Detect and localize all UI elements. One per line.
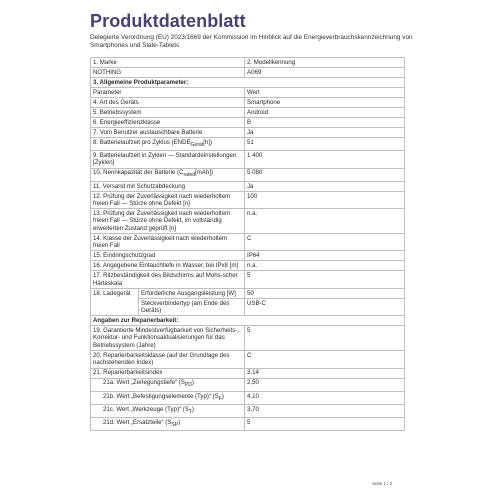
table-row (91, 391, 405, 404)
table-row (91, 251, 405, 261)
label-cell: 6. Energieeffizienzklasse (91, 118, 245, 128)
table-row (91, 298, 405, 315)
value-cell: 4,10 (245, 391, 405, 404)
sub-label-cell: Erforderliche Ausgangsleistung [W] (139, 288, 245, 298)
table-row (91, 108, 405, 118)
label-cell: 1. Marke (91, 58, 245, 68)
value-cell: 51 (245, 138, 405, 151)
label-cell: 19. Garantierte Mindestverfügbarkeit von Sicherheits-, Korrektur- und Funktionsaktualisierungen für das Betriebssystem (Jahre) (91, 326, 245, 351)
label-text: ) (191, 379, 194, 387)
sub-label-cell: Steckverbindertyp (am Ende des Geräts) (139, 298, 245, 315)
label-cell: 16. Angegebene Eintauchtiefe in Wasser, bei IPx8 [m] (91, 261, 245, 271)
table-row (91, 288, 405, 298)
product-data-table (90, 57, 405, 431)
label-cell: 14. Klasse der Zuverlässigkeit nach wiederholtem freien Fall (91, 234, 245, 251)
label-cell (91, 138, 245, 151)
value-cell: 5 (245, 418, 405, 431)
label-cell: 4. Art des Geräts (91, 98, 245, 108)
section-heading: 3. Allgemeine Produktparameter: (91, 78, 405, 88)
table-row (91, 378, 405, 391)
table-row (91, 351, 405, 368)
value-cell: C (245, 351, 405, 368)
label-text: 21b. Wert „Befestigungselemente (Typ)“ (S (103, 392, 219, 400)
label-cell: Parameter (91, 88, 245, 98)
table-row (91, 418, 405, 431)
label-cell: 5. Betriebssystem (91, 108, 245, 118)
value-cell: USB-C (245, 298, 405, 315)
table-row (91, 68, 405, 78)
table-row (91, 234, 405, 251)
label-subscript: SP (171, 422, 179, 429)
label-subscript: F (218, 395, 222, 402)
label-cell (91, 404, 245, 417)
page-number: Seite 1 / 2 (372, 481, 393, 486)
value-cell: B (245, 118, 405, 128)
label-cell: 20. Reparierbarkeitsklasse (auf der Grundlage des nachstehenden Index) (91, 351, 245, 368)
table-row (91, 98, 405, 108)
value-cell: A069 (245, 68, 405, 78)
label-text: 21d. Wert „Ersatzteile“ (S (103, 418, 172, 426)
table-row (91, 88, 405, 98)
value-cell: 5 080 (245, 168, 405, 181)
table-row (91, 138, 405, 151)
table-row (91, 78, 405, 88)
table-row (91, 271, 405, 288)
table-row (91, 191, 405, 208)
table-row (91, 316, 405, 326)
label-subscript: T (188, 408, 192, 415)
label-cell: 17. Ritzbeständigkeit des Bildschirms auf Mohs-scher Härteskala (91, 271, 245, 288)
label-text: [h]) (203, 138, 213, 146)
value-cell: n.a. (245, 209, 405, 234)
label-text: [mAh]) (195, 169, 213, 177)
section-heading: Angaben zur Reparierbarkeit: (91, 316, 405, 326)
label-cell: 12. Prüfung der Zuverlässigkeit nach wiederholtem freien Fall — Stürze ohne Defekt [n] (91, 191, 245, 208)
value-cell: 2. Modellkennung (245, 58, 405, 68)
value-cell: Ja (245, 128, 405, 138)
label-cell: 7. Vom Benutzer austauschbare Batterie (91, 128, 245, 138)
label-subscript: PD (184, 382, 192, 389)
table-row (91, 128, 405, 138)
label-subscript: Gerät (190, 142, 204, 149)
label-cell (91, 391, 245, 404)
label-cell: 13. Prüfung der Zuverlässigkeit nach wiederholtem freien Fall — Stürze ohne Defekt, im vollständig erweiterten Zustand geprüft [n] (91, 209, 245, 234)
value-cell: 1 400 (245, 151, 405, 168)
value-cell: 2,50 (245, 378, 405, 391)
label-text: 21a. Wert „Zerlegungstiefe“ (S (103, 379, 185, 387)
value-cell: Wert (245, 88, 405, 98)
label-cell (91, 168, 245, 181)
value-cell: 3,70 (245, 404, 405, 417)
value-cell: 3,14 (245, 368, 405, 378)
table-row (91, 118, 405, 128)
value-cell: Android (245, 108, 405, 118)
page-title: Produktdatenblatt (90, 11, 246, 31)
table-row (91, 404, 405, 417)
value-cell: 50 (245, 288, 405, 298)
value-cell: Ja (245, 181, 405, 191)
regulation-intro: Delegierte Verordnung (EU) 2023/1669 der Kommission im Hinblick auf die Energieverbrauchskennzeichnung von Smartphones und Slate-Tablets (90, 34, 413, 50)
value-cell: 5 (245, 271, 405, 288)
table-row (91, 368, 405, 378)
label-text: 8. Batterielaufzeit pro Zyklus (ENDE (93, 138, 191, 146)
value-cell: Smartphone (245, 98, 405, 108)
label-text: 21c. Wert „Werkzeuge (Typ)“ (S (103, 405, 189, 413)
label-cell: 15. Eindringschutzgrad (91, 251, 245, 261)
value-cell: 100 (245, 191, 405, 208)
label-cell: 11. Versand mit Schutzabdeckung (91, 181, 245, 191)
value-cell: IP64 (245, 251, 405, 261)
table-row (91, 181, 405, 191)
label-cell: 9. Batterielaufzeit in Zyklen — Standardeinstellungen [Zyklen] (91, 151, 245, 168)
label-text: ) (221, 392, 224, 400)
table-row (91, 209, 405, 234)
label-cell (91, 378, 245, 391)
table-row (91, 261, 405, 271)
label-text: ) (191, 405, 194, 413)
label-text: 10. Nennkapazität der Batterie (C (93, 169, 184, 177)
table-row (91, 58, 405, 68)
label-cell: 18. Ladegerät (91, 288, 139, 315)
label-cell (91, 418, 245, 431)
table-row (91, 326, 405, 351)
table-row (91, 168, 405, 181)
label-subscript: rated (183, 172, 196, 179)
value-cell: n.a. (245, 261, 405, 271)
label-cell: NOTHING (91, 68, 245, 78)
label-text: ) (178, 418, 181, 426)
label-cell: 21. Reparierbarkeitsindex (91, 368, 245, 378)
table-row (91, 151, 405, 168)
value-cell: 5 (245, 326, 405, 351)
value-cell: C (245, 234, 405, 251)
